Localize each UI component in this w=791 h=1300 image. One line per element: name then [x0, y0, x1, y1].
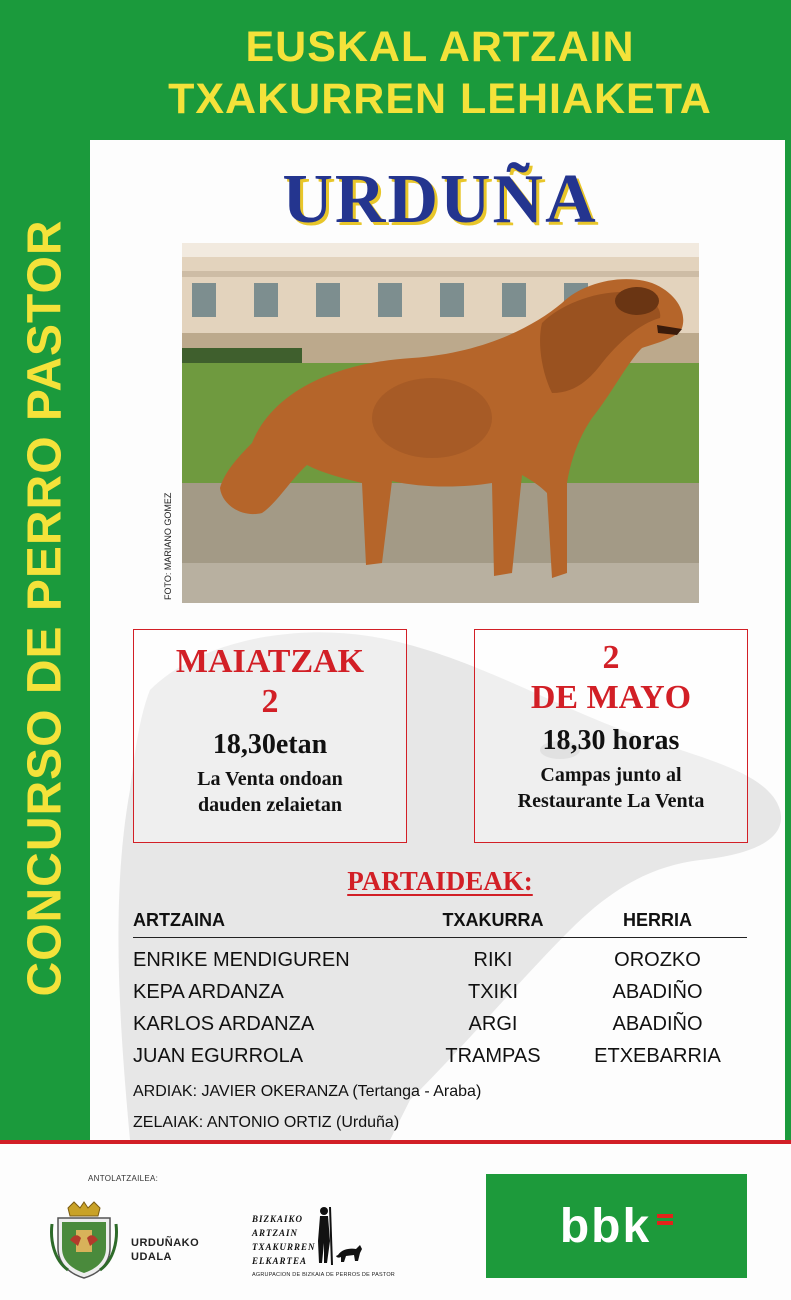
shepherd-name: KEPA ARDANZA	[133, 980, 284, 1003]
dog-name: RIKI	[473, 948, 513, 971]
table-row	[133, 1040, 747, 1072]
column-shepherd: ARTZAINA	[133, 910, 225, 930]
dog-name: ARGI	[468, 1012, 518, 1035]
shepherd-name: JUAN EGURROLA	[133, 1044, 304, 1067]
table-header	[133, 910, 747, 938]
fields-credit: ZELAIAK: ANTONIO ORTIZ (Urduña)	[133, 1114, 400, 1131]
table-row	[133, 1008, 747, 1040]
organizer-label: ANTOLATZAILEA:	[88, 1174, 159, 1183]
dog-photo	[182, 243, 699, 603]
town-name: OROZKO	[614, 948, 701, 971]
town-hall-line-2: UDALA	[131, 1251, 172, 1263]
event-day-basque: 2	[261, 683, 279, 720]
footer-divider	[0, 1140, 791, 1144]
town-hall-name	[131, 1236, 199, 1264]
participants-table	[133, 910, 747, 1072]
event-place-basque-2: dauden zelaietan	[198, 794, 342, 816]
town-name: ABADIÑO	[612, 980, 703, 1003]
table-row	[133, 976, 747, 1008]
association-line: BIZKAIKO	[252, 1214, 304, 1224]
bank-mark-icon	[657, 1211, 673, 1228]
shepherd-name: ENRIKE MENDIGUREN	[133, 948, 350, 971]
shepherd-name: KARLOS ARDANZA	[133, 1012, 315, 1035]
association-name	[252, 1212, 316, 1268]
town-crest-icon	[48, 1200, 120, 1280]
sheep-credit: ARDIAK: JAVIER OKERANZA (Tertanga - Araba)	[133, 1083, 482, 1100]
town-title: URDUÑA	[282, 161, 598, 238]
event-place-spanish-1: Campas junto al	[540, 764, 682, 786]
event-time-basque: 18,30etan	[212, 729, 328, 760]
event-day-spanish: 2	[602, 639, 620, 676]
town-name: ETXEBARRIA	[594, 1044, 721, 1067]
event-month-spanish: DE MAYO	[530, 679, 692, 716]
event-month-basque: MAIATZAK	[175, 643, 365, 680]
table-row	[133, 944, 747, 976]
town-name: ABADIÑO	[612, 1012, 703, 1035]
event-box-basque	[133, 629, 407, 843]
association-subtitle: AGRUPACION DE BIZKAIA DE PERROS DE PASTOR	[252, 1272, 395, 1278]
shepherd-and-dog-icon	[310, 1205, 365, 1267]
dog-name: TRAMPAS	[445, 1044, 541, 1067]
bank-logo-panel	[486, 1174, 747, 1278]
header-line-2: TXAKURREN LEHIAKETA	[168, 75, 712, 123]
event-box-spanish	[474, 629, 748, 843]
event-time-spanish: 18,30 horas	[542, 725, 680, 756]
column-dog: TXAKURRA	[442, 910, 544, 930]
association-line: ELKARTEA	[252, 1256, 308, 1266]
town-hall-line-1: URDUÑAKO	[131, 1237, 200, 1249]
dog-name: TXIKI	[467, 980, 518, 1003]
bank-logo-text: bbk	[559, 1199, 652, 1253]
participants-title: PARTAIDEAK:	[347, 866, 533, 896]
event-place-basque-1: La Venta ondoan	[197, 768, 343, 790]
side-title: CONCURSO DE PERRO PASTOR	[18, 219, 72, 997]
photo-credit: FOTO: MARIANO GOMEZ	[163, 492, 173, 600]
column-town: HERRIA	[622, 910, 692, 930]
event-place-spanish-2: Restaurante La Venta	[517, 790, 705, 812]
association-line: ARTZAIN	[252, 1228, 299, 1238]
association-line: TXAKURREN	[252, 1242, 316, 1252]
header-line-1: EUSKAL ARTZAIN	[245, 23, 635, 71]
